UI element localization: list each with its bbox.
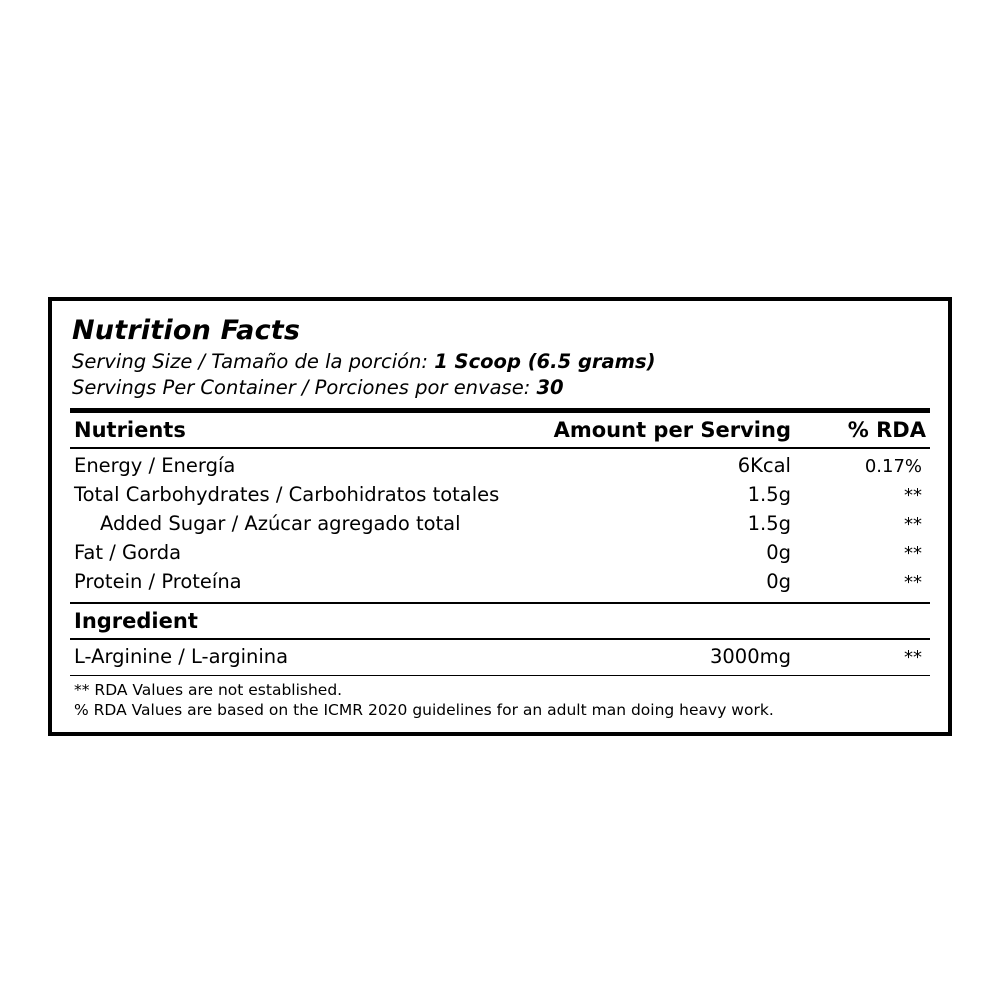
- nutrient-rda: **: [904, 485, 922, 506]
- table-row: [70, 643, 930, 672]
- nutrient-rda: **: [904, 572, 922, 593]
- servings-per-container-value: 30: [536, 376, 564, 399]
- servings-per-container-label: Servings Per Container / Porciones por envase:: [72, 376, 531, 399]
- table-row: [70, 481, 930, 510]
- ingredient-amount: 3000mg: [709, 645, 791, 668]
- nutrient-amount: 0g: [766, 570, 791, 593]
- nutrient-name: Protein / Proteína: [74, 570, 242, 593]
- nutrient-amount: 1.5g: [747, 483, 791, 506]
- footnote-rda-not-established: ** RDA Values are not established.: [74, 681, 343, 699]
- ingredient-section-header: Ingredient: [74, 609, 198, 633]
- nutrient-name: Energy / Energía: [74, 454, 236, 477]
- table-header-row: [70, 413, 930, 447]
- ingredient-rda: **: [904, 647, 922, 668]
- page-title: Nutrition Facts: [72, 315, 301, 346]
- nutrient-rda: 0.17%: [864, 456, 922, 477]
- nutrient-amount: 0g: [766, 541, 791, 564]
- servings-per-container-line: [70, 375, 930, 401]
- nutrients-table: [70, 413, 930, 447]
- nutrient-amount: 1.5g: [747, 512, 791, 535]
- column-header-nutrients: Nutrients: [74, 418, 186, 442]
- ingredients-table: [70, 643, 930, 672]
- nutrient-amount: 6Kcal: [737, 454, 791, 477]
- nutrient-name: Added Sugar / Azúcar agregado total: [100, 512, 461, 535]
- nutrient-name: Total Carbohydrates / Carbohidratos totales: [74, 483, 500, 506]
- nutrient-rda: **: [904, 514, 922, 535]
- table-row: [70, 568, 930, 597]
- nutrient-name: Fat / Gorda: [74, 541, 182, 564]
- serving-size-value: 1 Scoop (6.5 grams): [434, 350, 656, 373]
- nutrients-values-table: [70, 452, 930, 597]
- nutrition-facts-panel: [48, 297, 952, 736]
- table-row: [70, 539, 930, 568]
- ingredient-name: L-Arginine / L-arginina: [74, 645, 289, 668]
- column-header-amount: Amount per Serving: [553, 418, 791, 442]
- serving-size-line: [70, 349, 930, 375]
- footnote-rda-basis: % RDA Values are based on the ICMR 2020 guidelines for an adult man doing heavy work.: [74, 701, 774, 719]
- table-row: [70, 510, 930, 539]
- column-header-rda: % RDA: [847, 418, 926, 442]
- nutrient-rda: **: [904, 543, 922, 564]
- serving-size-label: Serving Size / Tamaño de la porción:: [72, 350, 428, 373]
- table-row: [70, 452, 930, 481]
- footnotes: [70, 676, 930, 720]
